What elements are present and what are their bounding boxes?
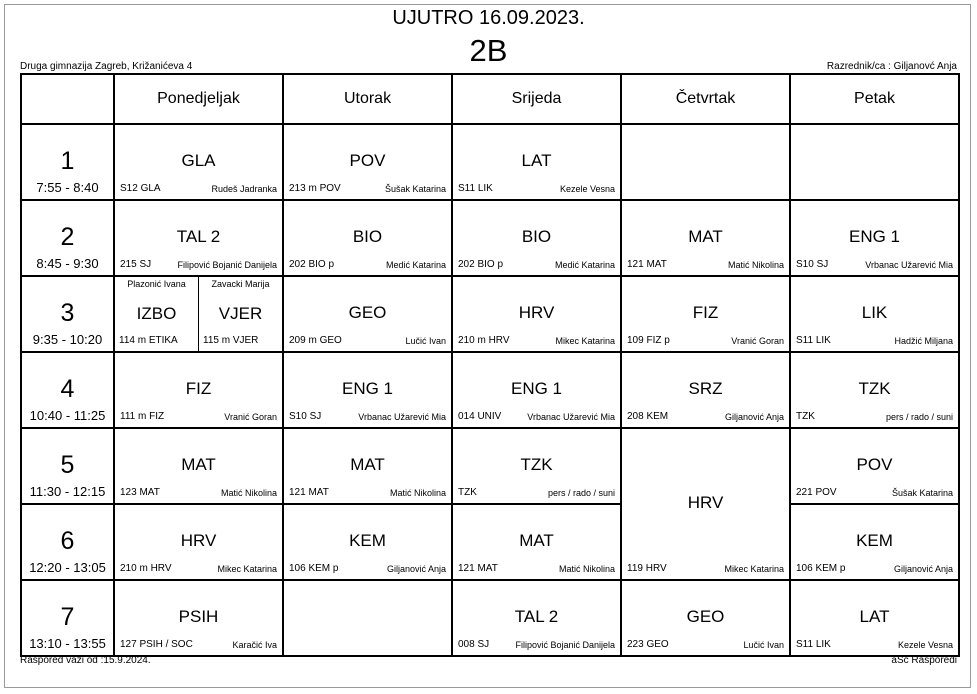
- empty-cell-thu-1: [621, 124, 790, 200]
- period-time: 13:10 - 13:55: [29, 636, 106, 651]
- lesson-subject: FIZ: [185, 379, 212, 398]
- lesson-cell-mon-4[interactable]: [114, 352, 283, 428]
- timetable-title: UJUTRO 16.09.2023.: [392, 7, 585, 29]
- period-number: 1: [60, 147, 75, 175]
- lesson-room: 210 m HRV: [458, 335, 510, 346]
- lesson-teacher: pers / rado / suni: [547, 488, 615, 498]
- lesson-subject: GEO: [686, 607, 725, 626]
- lesson-cell-thu-4[interactable]: [621, 352, 790, 428]
- period-row-5: [21, 428, 959, 504]
- lesson-room: 209 m GEO: [289, 335, 342, 346]
- empty-cell-tue-7: [283, 580, 452, 656]
- lesson-cell-mon-1[interactable]: [114, 124, 283, 200]
- day-header-row: [21, 74, 959, 124]
- lesson-subject: IZBO: [136, 304, 177, 323]
- period-label-2: [21, 200, 114, 276]
- lesson-cell-fri-4[interactable]: [790, 352, 959, 428]
- lesson-cell-fri-5[interactable]: [790, 428, 959, 504]
- lesson-subject: VJER: [218, 304, 263, 323]
- lesson-room: 215 SJ: [120, 259, 152, 270]
- lesson-teacher: Hadžić Miljana: [894, 336, 953, 346]
- lesson-cell-wed-6[interactable]: [452, 504, 621, 580]
- lesson-room: 208 KEM: [627, 411, 669, 422]
- lesson-cell-mon-5[interactable]: [114, 428, 283, 504]
- period-number: 7: [60, 603, 75, 631]
- group-lesson-a[interactable]: [115, 277, 198, 351]
- day-header-thursday: Četvrtak: [621, 74, 790, 124]
- lesson-teacher: Giljanović Anja: [893, 564, 953, 574]
- lesson-cell-tue-2[interactable]: [283, 200, 452, 276]
- lesson-subject: MAT: [181, 455, 216, 474]
- period-time: 12:20 - 13:05: [29, 560, 106, 575]
- lesson-teacher: Giljanović Anja: [386, 564, 446, 574]
- lesson-cell-mon-7[interactable]: [114, 580, 283, 656]
- lesson-cell-thu-2[interactable]: [621, 200, 790, 276]
- lesson-teacher: Šušak Katarina: [384, 184, 446, 194]
- lesson-teacher: Matić Nikolina: [727, 260, 784, 270]
- day-header-tuesday: Utorak: [283, 74, 452, 124]
- lesson-cell-thu-7[interactable]: [621, 580, 790, 656]
- lesson-teacher: Matić Nikolina: [389, 488, 446, 498]
- lesson-cell-mon-3-split: [114, 276, 283, 352]
- period-number: 4: [60, 375, 75, 403]
- period-row-1: [21, 124, 959, 200]
- period-number: 5: [60, 451, 75, 479]
- lesson-subject: MAT: [688, 227, 723, 246]
- lesson-subject: GEO: [348, 303, 387, 322]
- lesson-room: S11 LIK: [458, 183, 493, 194]
- lesson-teacher: Matić Nikolina: [558, 564, 615, 574]
- period-label-1: [21, 124, 114, 200]
- lesson-room: 109 FIZ p: [627, 335, 670, 346]
- lesson-cell-wed-3[interactable]: [452, 276, 621, 352]
- lesson-room: S12 GLA: [120, 183, 161, 194]
- lesson-cell-wed-4[interactable]: [452, 352, 621, 428]
- period-label-4: [21, 352, 114, 428]
- day-header-friday: Petak: [790, 74, 959, 124]
- lesson-cell-fri-2[interactable]: [790, 200, 959, 276]
- lesson-teacher: Giljanović Anja: [724, 412, 784, 422]
- lesson-cell-wed-7[interactable]: [452, 580, 621, 656]
- lesson-teacher: Rudeš Jadranka: [211, 184, 277, 194]
- lesson-subject: GLA: [181, 151, 216, 170]
- lesson-subject: KEM: [856, 531, 893, 550]
- lesson-subject: TAL 2: [514, 607, 559, 626]
- lesson-teacher: Vranić Goran: [224, 412, 277, 422]
- lesson-subject: TZK: [858, 379, 891, 398]
- lesson-subject: MAT: [519, 531, 554, 550]
- lesson-cell-fri-7[interactable]: [790, 580, 959, 656]
- lesson-cell-wed-2[interactable]: [452, 200, 621, 276]
- lesson-teacher: Kezele Vesna: [897, 640, 953, 650]
- period-number: 3: [60, 299, 75, 327]
- period-row-6: [21, 504, 959, 580]
- lesson-cell-thu-5-6[interactable]: [621, 428, 790, 580]
- lesson-room: 210 m HRV: [120, 563, 172, 574]
- lesson-teacher: Vranić Goran: [731, 336, 784, 346]
- lesson-teacher: Lučić Ivan: [405, 336, 446, 346]
- period-label-7: [21, 580, 114, 656]
- lesson-teacher: Filipović Bojanić Danijela: [177, 260, 277, 270]
- lesson-room: S10 SJ: [289, 411, 322, 422]
- lesson-subject: ENG 1: [848, 227, 901, 246]
- period-row-3: [21, 276, 959, 352]
- lesson-cell-tue-3[interactable]: [283, 276, 452, 352]
- period-number: 6: [60, 527, 75, 555]
- period-label-6: [21, 504, 114, 580]
- lesson-cell-tue-6[interactable]: [283, 504, 452, 580]
- school-name: Druga gimnazija Zagreb, Križanićeva 4: [20, 61, 193, 72]
- lesson-subject: LAT: [521, 151, 552, 170]
- lesson-room: 106 KEM p: [796, 563, 846, 574]
- lesson-teacher: Mikec Katarina: [724, 564, 784, 574]
- valid-from-note: Raspored važi od :15.9.2024.: [20, 655, 151, 666]
- lesson-subject: TAL 2: [176, 227, 221, 246]
- lesson-teacher: Šušak Katarina: [891, 488, 953, 498]
- lesson-cell-mon-2[interactable]: [114, 200, 283, 276]
- lesson-teacher: Filipović Bojanić Danijela: [515, 640, 615, 650]
- lesson-subject: LAT: [859, 607, 890, 626]
- lesson-room: 213 m POV: [289, 183, 341, 194]
- period-time: 9:35 - 10:20: [32, 332, 103, 347]
- lesson-subject: ENG 1: [510, 379, 563, 398]
- lesson-teacher: Mikec Katarina: [217, 564, 277, 574]
- lesson-room: 106 KEM p: [289, 563, 339, 574]
- period-row-7: [21, 580, 959, 656]
- lesson-room: 111 m FIZ: [120, 411, 165, 422]
- lesson-teacher: Plazonić Ivana: [127, 279, 186, 289]
- period-time: 8:45 - 9:30: [36, 256, 99, 271]
- lesson-teacher: Medić Katarina: [385, 260, 446, 270]
- lesson-subject: MAT: [350, 455, 385, 474]
- lesson-teacher: Kezele Vesna: [559, 184, 615, 194]
- lesson-subject: HRV: [180, 531, 217, 550]
- lesson-room: 121 MAT: [627, 259, 667, 270]
- lesson-teacher: Lučić Ivan: [743, 640, 784, 650]
- lesson-room: TZK: [458, 487, 477, 498]
- lesson-room: S11 LIK: [796, 639, 831, 650]
- period-time: 11:30 - 12:15: [29, 484, 106, 499]
- lesson-subject: ENG 1: [341, 379, 394, 398]
- lesson-room: 014 UNIV: [458, 411, 502, 422]
- period-number: 2: [60, 223, 75, 251]
- lesson-room: 123 MAT: [120, 487, 160, 498]
- lesson-teacher: Karačić Iva: [232, 640, 277, 650]
- lesson-room: 202 BIO p: [289, 259, 335, 270]
- period-row-2: [21, 200, 959, 276]
- lesson-room: 223 GEO: [627, 639, 669, 650]
- lesson-teacher: Zavacki Marija: [211, 279, 270, 289]
- group-lesson-b[interactable]: [198, 277, 282, 351]
- lesson-subject: FIZ: [692, 303, 719, 322]
- lesson-teacher: Vrbanac Užarević Mia: [865, 260, 953, 270]
- lesson-room: 221 POV: [796, 487, 837, 498]
- lesson-subject: HRV: [518, 303, 555, 322]
- class-name: 2B: [469, 33, 508, 68]
- lesson-cell-tue-1[interactable]: [283, 124, 452, 200]
- empty-cell-fri-1: [790, 124, 959, 200]
- corner-cell: [21, 74, 114, 124]
- day-header-wednesday: Srijeda: [452, 74, 621, 124]
- lesson-room: 127 PSIH / SOC: [120, 639, 193, 650]
- lesson-subject: POV: [856, 455, 893, 474]
- lesson-teacher: Vrbanac Užarević Mia: [527, 412, 615, 422]
- lesson-room: S11 LIK: [796, 335, 831, 346]
- period-row-4: [21, 352, 959, 428]
- lesson-cell-mon-6[interactable]: [114, 504, 283, 580]
- lesson-subject: PSIH: [178, 607, 219, 626]
- lesson-room: 114 m ETIKA: [119, 335, 178, 346]
- homeroom-teacher: Razrednik/ca : Giljanovć Anja: [826, 61, 957, 72]
- lesson-cell-fri-3[interactable]: [790, 276, 959, 352]
- lesson-teacher: Mikec Katarina: [555, 336, 615, 346]
- lesson-subject: BIO: [521, 227, 552, 246]
- timetable-grid: [20, 73, 960, 657]
- lesson-subject: HRV: [687, 493, 724, 512]
- period-time: 7:55 - 8:40: [36, 180, 99, 195]
- lesson-room: S10 SJ: [796, 259, 829, 270]
- lesson-subject: SRZ: [688, 379, 723, 398]
- lesson-cell-tue-4[interactable]: [283, 352, 452, 428]
- lesson-room: 202 BIO p: [458, 259, 504, 270]
- lesson-room: 115 m VJER: [203, 335, 259, 346]
- lesson-room: 008 SJ: [458, 639, 490, 650]
- lesson-subject: POV: [349, 151, 386, 170]
- lesson-room: 119 HRV: [627, 563, 667, 574]
- lesson-room: TZK: [796, 411, 815, 422]
- period-time: 10:40 - 11:25: [29, 408, 106, 423]
- lesson-subject: BIO: [352, 227, 383, 246]
- lesson-cell-wed-5[interactable]: [452, 428, 621, 504]
- lesson-cell-thu-3[interactable]: [621, 276, 790, 352]
- lesson-cell-wed-1[interactable]: [452, 124, 621, 200]
- lesson-room: 121 MAT: [289, 487, 329, 498]
- lesson-teacher: pers / rado / suni: [885, 412, 953, 422]
- lesson-teacher: Matić Nikolina: [220, 488, 277, 498]
- lesson-teacher: Vrbanac Užarević Mia: [358, 412, 446, 422]
- lesson-cell-tue-5[interactable]: [283, 428, 452, 504]
- lesson-room: 121 MAT: [458, 563, 498, 574]
- lesson-cell-fri-6[interactable]: [790, 504, 959, 580]
- period-label-5: [21, 428, 114, 504]
- lesson-subject: KEM: [349, 531, 386, 550]
- software-credit: aSc Rasporedi: [891, 655, 957, 666]
- period-label-3: [21, 276, 114, 352]
- lesson-subject: TZK: [520, 455, 553, 474]
- lesson-teacher: Medić Katarina: [554, 260, 615, 270]
- day-header-monday: Ponedjeljak: [114, 74, 283, 124]
- lesson-subject: LIK: [861, 303, 888, 322]
